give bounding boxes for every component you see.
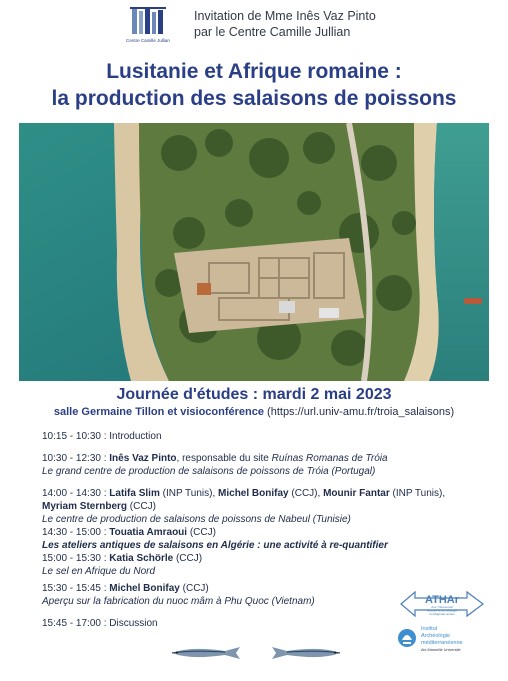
speaker-name: Latifa Slim [109,488,160,499]
speaker-affiliation: (CCJ) [187,527,216,538]
invitation-text [194,8,376,40]
speaker-name: Inês Vaz Pinto [109,453,177,464]
talk-topic: Le grand centre de production de salaisons de poissons de Tróia (Portugal) [42,466,376,477]
title-line-1: Lusitanie et Afrique romaine : [106,60,402,83]
imed-line-4: Aix-Marseille Université [421,648,461,652]
speaker-name: Michel Bonifay [109,583,180,594]
program-time: 15:30 - 15:45 : [42,583,110,594]
speaker-role: , responsable du site [176,453,272,464]
talk-topic: Le sel en Afrique du Nord [42,566,156,577]
speaker-affiliation: (CCJ) [127,501,156,512]
aerial-site-photo [19,123,489,381]
sardine-icon [264,646,342,660]
program-time: 10:30 - 12:30 : [42,453,110,464]
speaker-affiliation: (INP Tunis), [159,488,219,499]
athar-subtitle-3: du Maghreb ancien [429,612,455,616]
program-item: 10:15 - 10:30 : Introduction [42,431,162,442]
speaker-name: Myriam Sternberg [42,501,128,512]
speaker-affiliation: (CCJ) [179,583,209,594]
speaker-affiliation: (CCJ) [173,553,203,564]
sardine-icon [170,646,248,660]
program-time: 14:00 - 14:30 : [42,488,110,499]
talk-topic: Le centre de production de salaisons de poissons de Nabeul (Tunisie) [42,514,351,525]
invitation-line-1: Invitation de Mme Inês Vaz Pinto [194,9,376,23]
speaker-name: Michel Bonifay [218,488,289,499]
speaker-affiliation: (INP Tunis), [389,488,446,499]
program-item [42,452,482,465]
program-item [42,487,482,500]
talk-topic: Les ateliers antiques de salaisons en Algérie : une activité à re-quantifier [42,540,388,551]
journee-date: Journée d'études : mardi 2 mai 2023 [116,386,392,403]
program-item [42,552,482,565]
salle-name: salle Germaine Tillon et visioconférence [53,406,264,418]
program-time: 14:30 - 15:00 : [42,527,110,538]
program-item: 15:45 - 17:00 : Discussion [42,618,158,629]
speaker-name: Katia Schörle [109,553,174,564]
program-item [42,526,482,539]
athar-subtitle-1: Axe Transversal [431,605,453,609]
imed-line-3: méditerranéenne [421,640,463,646]
event-title [0,58,508,112]
event-location [0,406,508,418]
speaker-name: Touatia Amraoui [109,527,188,538]
imed-line-2: Archéologie [421,633,451,639]
athar-logo [397,588,487,620]
athar-subtitle-2: Histoire et Archéologie [426,608,458,613]
logo-caption: Centre Camille Jullian [126,38,170,43]
speaker-name: Mounir Fantar [323,488,390,499]
speaker-affiliation: (CCJ), [288,488,324,499]
program-time: 15:00 - 15:30 : [42,553,110,564]
site-name: Ruínas Romanas de Tróia [271,453,388,464]
athar-name: ATHAr [424,594,460,606]
header [0,0,508,52]
institut-archeologie-logo [397,622,493,658]
imed-line-1: Institut [421,626,438,632]
talk-topic: Aperçu sur la fabrication du nuoc mâm à Phu Quoc (Vietnam) [42,596,315,607]
centre-camille-jullian-logo [126,6,176,46]
event-url[interactable]: (https://url.univ-amu.fr/troia_salaisons) [267,406,455,418]
title-line-2: la production des salaisons de poissons [51,87,457,110]
invitation-line-2: par le Centre Camille Jullian [194,25,351,39]
